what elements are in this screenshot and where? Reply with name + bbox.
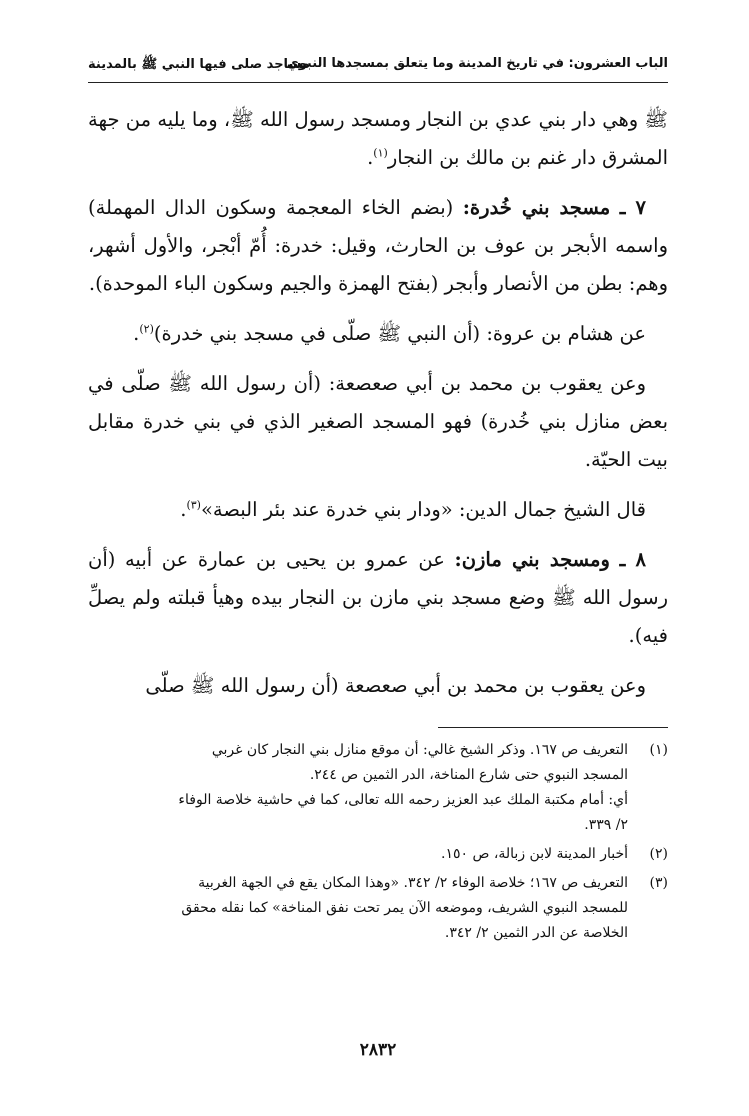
paragraph-2-text: (بضم الخاء المعجمة وسكون الدال المهملة) واسمه الأبجر بن عوف بن الحارث، وقيل: خدرة: أُمّ أبْجر، والأول أشهر، وهم: بطن من الأنصار وأبجر (بفتح الهمزة والجيم وسكون الباء الموحدة). bbox=[88, 196, 668, 295]
paragraph-7 bbox=[88, 667, 668, 705]
section-title: مساجد صلى فيها النبي ﷺ بالمدينة bbox=[88, 57, 310, 72]
footnote-line: الخلاصة عن الدر الثمين ٢/ ٣٤٢. bbox=[444, 925, 628, 941]
paragraph-3 bbox=[88, 315, 668, 353]
footnote-3 bbox=[88, 871, 668, 946]
footnote-number: (٢) bbox=[649, 846, 668, 862]
entry-heading-bani-khudra: مسجد بني خُدرة: bbox=[462, 196, 611, 219]
footnote-line: التعريف ص ١٦٧. وذكر الشيخ غالي: أن موقع منازل بني النجار كان غربي bbox=[211, 742, 628, 758]
paragraph-1 bbox=[88, 101, 668, 177]
footnote-line: أي: أمام مكتبة الملك عبد العزيز رحمه الله تعالى، كما في حاشية خلاصة الوفاء bbox=[178, 792, 628, 808]
footnote-line: التعريف ص ١٦٧؛ خلاصة الوفاء ٢/ ٣٤٢. «وهذا المكان يقع في الجهة الغربية bbox=[198, 875, 628, 891]
paragraph-4-text: وعن يعقوب بن محمد بن أبي صعصعة: (أن رسول الله ﷺ صلّى في بعض منازل بني خُدرة) فهو المسجد الصغير الذي في بني خدرة مقابل بيت الحيّة. bbox=[88, 372, 668, 471]
paragraph-3-text: عن هشام بن عروة: (أن النبي ﷺ صلّى في مسجد بني خدرة) bbox=[153, 322, 646, 345]
footnote-line: ٢/ ٣٣٩. bbox=[584, 817, 628, 833]
paragraph-5-end: . bbox=[180, 498, 187, 521]
chapter-title: الباب العشرون: في تاريخ المدينة وما يتعلق بمسجدها النبوي bbox=[286, 56, 668, 71]
footnote-2 bbox=[88, 842, 668, 867]
paragraph-4 bbox=[88, 365, 668, 479]
page-number: ٢٨٣٢ bbox=[359, 1040, 397, 1060]
paragraph-3-end: . bbox=[133, 322, 140, 345]
paragraph-5 bbox=[88, 491, 668, 529]
paragraph-6 bbox=[88, 541, 668, 655]
entry-number-8: ٨ ـ bbox=[619, 548, 647, 571]
footnote-1 bbox=[88, 738, 668, 838]
running-header bbox=[88, 46, 668, 83]
footnotes bbox=[88, 738, 668, 946]
footnote-number: (١) bbox=[649, 742, 668, 758]
footnote-line: المسجد النبوي حتى شارع المناخة، الدر الثمين ص ٢٤٤. bbox=[309, 767, 628, 783]
footnote-separator bbox=[438, 727, 668, 728]
footnote-ref-3[interactable]: (٣) bbox=[186, 498, 201, 512]
entry-number-7: ٧ ـ bbox=[619, 196, 646, 219]
footnote-line: أخبار المدينة لابن زبالة، ص ١٥٠. bbox=[441, 846, 628, 862]
footnote-number: (٣) bbox=[649, 875, 668, 891]
entry-heading-bani-mazin: ومسجد بني مازن: bbox=[454, 548, 610, 571]
footnote-line: للمسجد النبوي الشريف، وموضعه الآن يمر تحت نفق المناخة» كما نقله محقق bbox=[181, 900, 628, 916]
paragraph-5-text: قال الشيخ جمال الدين: «ودار بني خدرة عند بئر البصة» bbox=[200, 498, 646, 521]
paragraph-1-text: ﷺ وهي دار بني عدي بن النجار ومسجد رسول الله ﷺ، وما يليه من جهة المشرق دار غنم بن مالك بن النجار bbox=[88, 108, 668, 169]
paragraph-1-end: . bbox=[367, 146, 374, 169]
paragraph-7-text: وعن يعقوب بن محمد بن أبي صعصعة (أن رسول الله ﷺ صلّى bbox=[145, 674, 646, 697]
paragraph-2 bbox=[88, 189, 668, 303]
footnote-ref-2[interactable]: (٢) bbox=[139, 322, 154, 336]
main-text bbox=[88, 101, 668, 705]
paragraph-6-text: عن عمرو بن يحيى بن عمارة عن أبيه (أن رسول الله ﷺ وضع مسجد بني مازن بن النجار بيده وهيأ قبلته ولم يصلِّ فيه). bbox=[88, 548, 668, 647]
footnote-ref-1[interactable]: (١) bbox=[373, 146, 388, 160]
book-page bbox=[88, 46, 668, 1076]
